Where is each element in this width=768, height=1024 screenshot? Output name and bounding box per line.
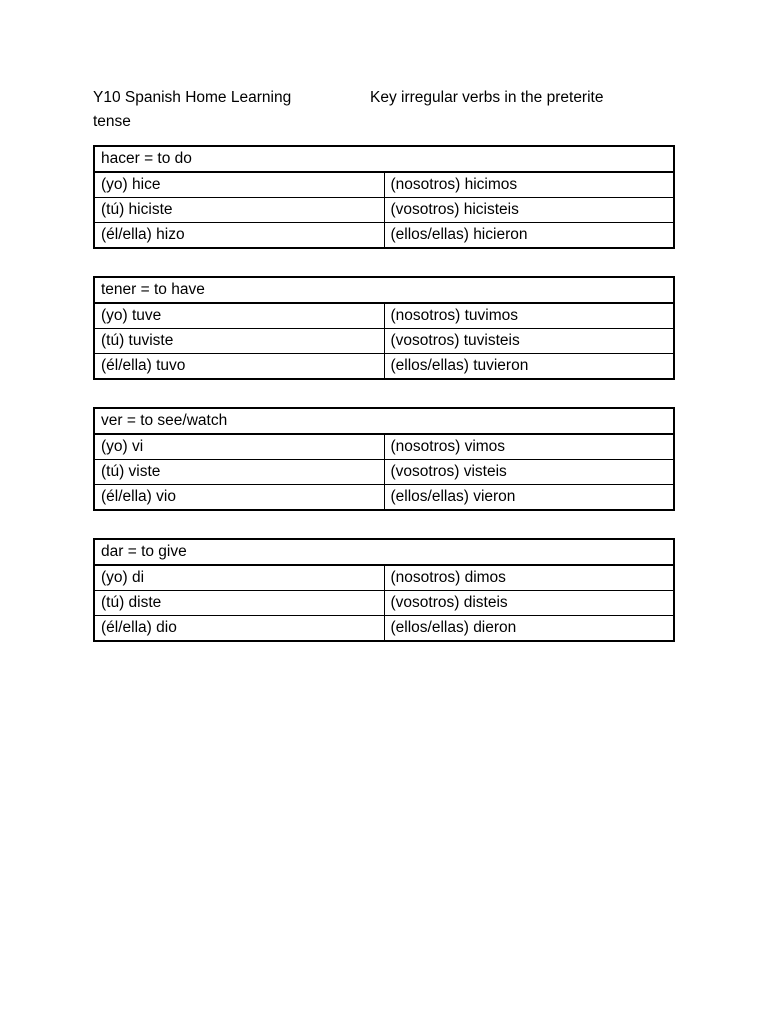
verb-definition: tener = to have (94, 277, 674, 303)
table-row (94, 591, 674, 616)
conjugation-nosotros: (nosotros) tuvimos (384, 303, 674, 329)
conjugation-el-ella: (él/ella) tuvo (94, 354, 384, 380)
conjugation-ellos-ellas: (ellos/ellas) tuvieron (384, 354, 674, 380)
conjugation-tu: (tú) tuviste (94, 329, 384, 354)
verb-table-ver (93, 407, 675, 511)
conjugation-vosotros: (vosotros) hicisteis (384, 198, 674, 223)
table-row (94, 616, 674, 642)
page-title-left: Y10 Spanish Home Learning (93, 89, 292, 106)
table-row (94, 303, 674, 329)
verb-table-dar (93, 538, 675, 642)
conjugation-vosotros: (vosotros) visteis (384, 460, 674, 485)
conjugation-vosotros: (vosotros) disteis (384, 591, 674, 616)
table-row (94, 354, 674, 380)
conjugation-vosotros: (vosotros) tuvisteis (384, 329, 674, 354)
table-header-row (94, 146, 674, 172)
table-row (94, 172, 674, 198)
table-row (94, 198, 674, 223)
conjugation-ellos-ellas: (ellos/ellas) hicieron (384, 223, 674, 249)
page-title (93, 86, 677, 134)
conjugation-el-ella: (él/ella) hizo (94, 223, 384, 249)
table-row (94, 460, 674, 485)
conjugation-nosotros: (nosotros) dimos (384, 565, 674, 591)
table-row (94, 434, 674, 460)
conjugation-nosotros: (nosotros) hicimos (384, 172, 674, 198)
document-content (93, 86, 677, 642)
conjugation-tu: (tú) hiciste (94, 198, 384, 223)
conjugation-ellos-ellas: (ellos/ellas) dieron (384, 616, 674, 642)
table-header-row (94, 408, 674, 434)
verb-definition: dar = to give (94, 539, 674, 565)
conjugation-yo: (yo) tuve (94, 303, 384, 329)
conjugation-yo: (yo) hice (94, 172, 384, 198)
table-row (94, 329, 674, 354)
conjugation-nosotros: (nosotros) vimos (384, 434, 674, 460)
verb-table-tener (93, 276, 675, 380)
table-row (94, 565, 674, 591)
conjugation-el-ella: (él/ella) dio (94, 616, 384, 642)
verb-table-hacer (93, 145, 675, 249)
page-title-wrap: tense (93, 113, 131, 130)
table-row (94, 223, 674, 249)
table-row (94, 485, 674, 511)
verb-definition: hacer = to do (94, 146, 674, 172)
conjugation-el-ella: (él/ella) vio (94, 485, 384, 511)
verb-definition: ver = to see/watch (94, 408, 674, 434)
page-title-right: Key irregular verbs in the preterite (370, 89, 604, 106)
conjugation-tu: (tú) diste (94, 591, 384, 616)
conjugation-ellos-ellas: (ellos/ellas) vieron (384, 485, 674, 511)
conjugation-tu: (tú) viste (94, 460, 384, 485)
table-header-row (94, 277, 674, 303)
table-header-row (94, 539, 674, 565)
conjugation-yo: (yo) vi (94, 434, 384, 460)
conjugation-yo: (yo) di (94, 565, 384, 591)
